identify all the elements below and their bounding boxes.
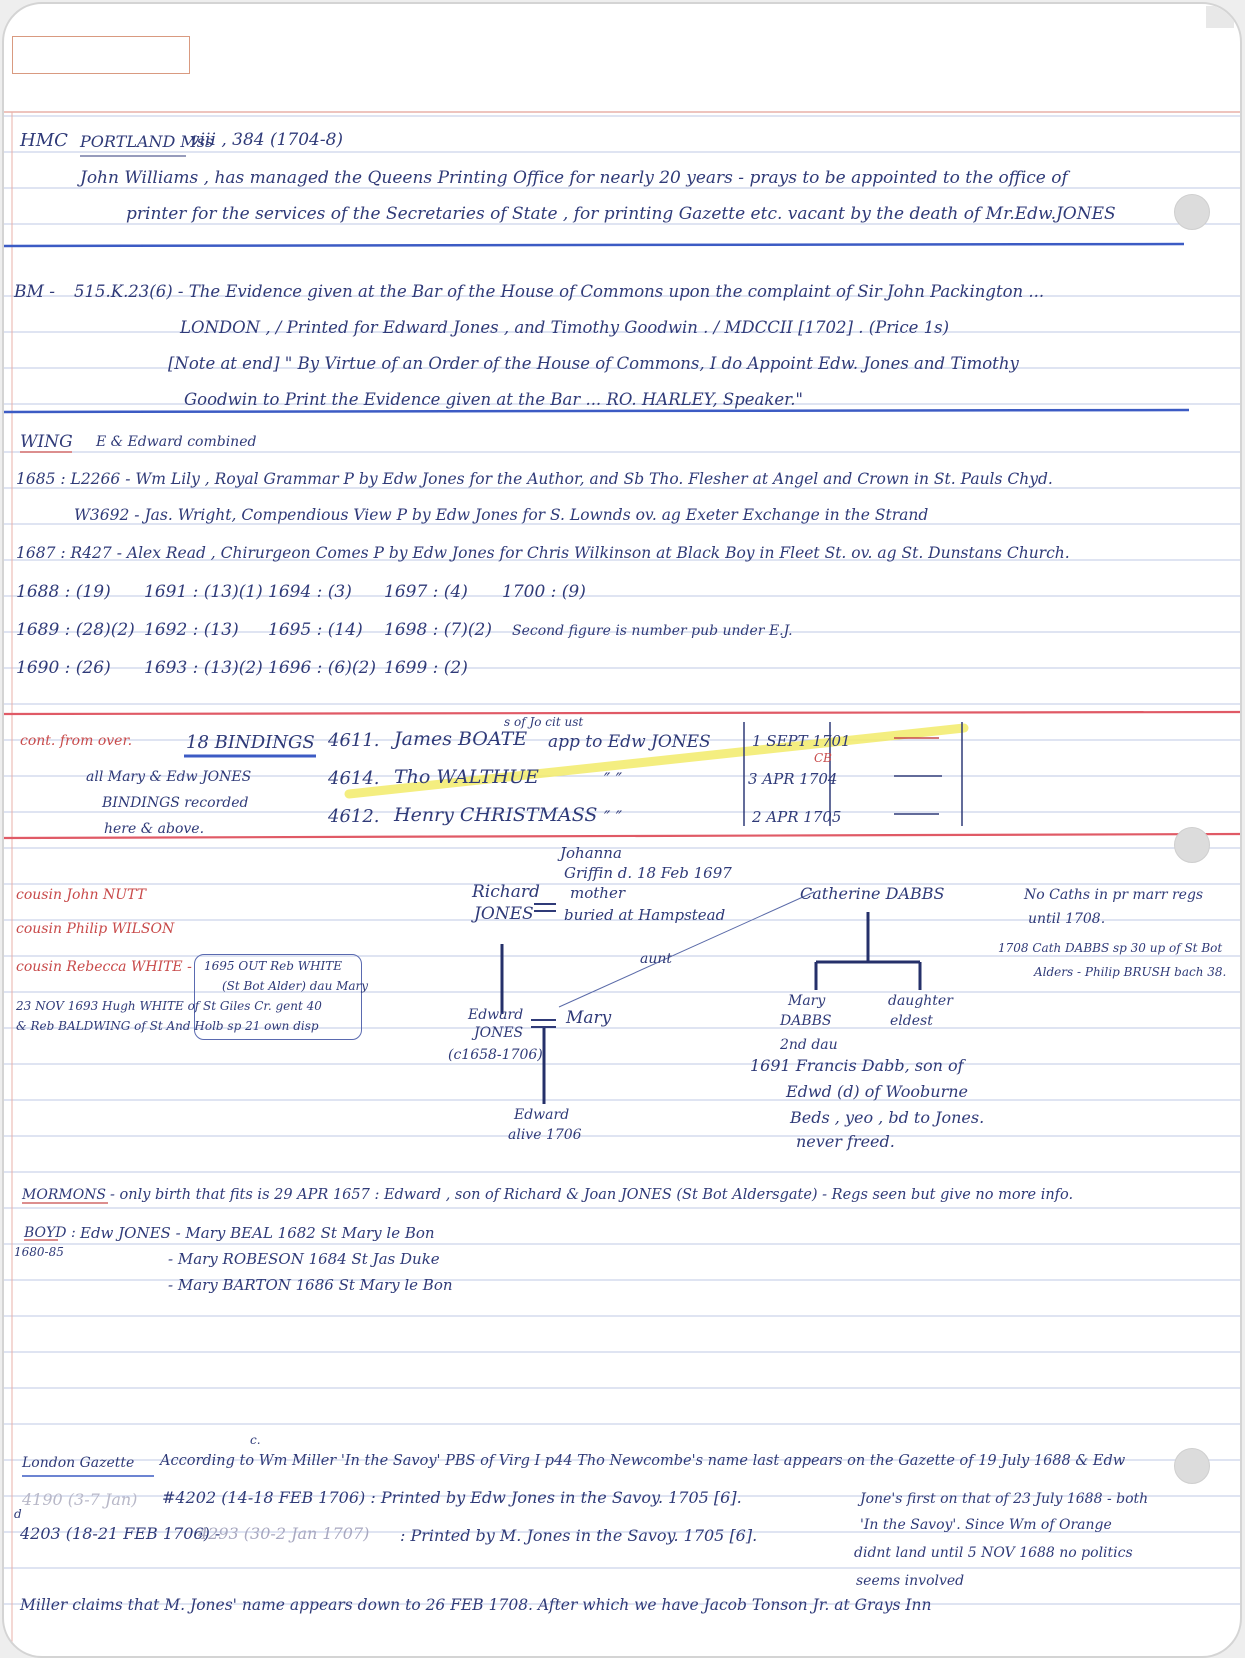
johanna-mother: mother [570,884,625,902]
hmc-ref-rest: viii , 384 (1704-8) [190,130,344,150]
boyd-label: BOYD : [24,1225,76,1241]
marriage-line-2: & Reb BALDWING of St And Holb sp 21 own disp [16,1019,319,1033]
edward-jones: Edward [468,1007,524,1023]
bindings-superscript: s of Jo cit ust [504,715,584,729]
gazette-label: London Gazette [22,1455,135,1471]
hmc-ref: PORTLAND Mss [80,132,214,151]
right-note-3: 1708 Cath DABBS sp 30 up of St Bot [998,941,1223,955]
binding-date: 2 APR 1705 [752,808,842,826]
wing-count: 1692 : (13) [144,620,239,640]
bindings-side-3: here & above. [104,821,205,837]
boyd-line-1: Edw JONES - Mary BEAL 1682 St Mary le Bon [80,1224,435,1242]
wing-footnote: Second figure is number pub under E.J. [512,623,793,639]
edward-jones-dates: (c1658-1706) [448,1047,543,1063]
cousin-3: cousin Rebecca WHITE - [16,959,192,975]
son-edward: Edward [514,1107,570,1123]
binding-num: 4614. [328,768,380,789]
johanna-name: Johanna [560,844,622,862]
mormons-label: MORMONS [22,1187,107,1203]
richard-jones-surname: JONES [474,904,534,924]
dabb-line-3: Beds , yeo , bd to Jones. [790,1108,985,1127]
punch-hole [1174,194,1210,230]
binding-name: Henry CHRISTMASS [394,804,598,826]
wing-note: E & Edward combined [96,434,257,450]
mormons-text: - only birth that fits is 29 APR 1657 : Edward , son of Richard & Joan JONES (St Bot Aldersgate) - Regs seen but give no more info. [110,1187,1074,1203]
gazette-d-mark: d [14,1507,22,1521]
binding-num: 4611. [328,730,380,751]
corner-tab [1206,6,1234,28]
gazette-side-4: seems involved [856,1573,965,1589]
johanna-buried: buried at Hampstead [564,906,726,924]
wing-title: WING [20,432,73,452]
gazette-line-4: Miller claims that M. Jones' name appears down to 26 FEB 1708. After which we have Jacob Tonson Jr. at Grays Inn [20,1596,932,1614]
wing-count: 1689 : (28)(2) [16,620,135,640]
notebook-page [2,2,1242,1658]
dabb-line-2: Edwd (d) of Wooburne [786,1082,968,1101]
punch-hole [1174,1448,1210,1484]
cont-from-over: cont. from over. [20,733,133,749]
cousin-1: cousin John NUTT [16,887,146,903]
bm-line-1: 515.K.23(6) - The Evidence given at the Bar of the House of Commons upon the complaint of Sir John Packington ... [74,282,1045,301]
gazette-side-1: Jone's first on that of 23 July 1688 - both [860,1491,1149,1507]
gazette-line-3a: 4203 (18-21 FEB 1706) - [20,1524,221,1543]
gazette-side-3: didnt land until 5 NOV 1688 no politics [854,1545,1133,1561]
gazette-c-mark: c. [250,1433,261,1447]
gazette-gray-2: 4293 (30-2 Jan 1707) [198,1524,370,1543]
bindings-side-1: all Mary & Edw JONES [86,769,252,785]
cb-mark: CB [814,751,832,765]
wing-count: 1694 : (3) [268,582,352,602]
binding-desc: ″ ″ [604,770,623,790]
right-note-1: No Caths in pr marr regs [1024,887,1204,903]
rebecca-box-line-2: (St Bot Alder) dau Mary [222,979,369,993]
hmc-label: HMC [20,130,68,151]
binding-name: James BOATE [394,728,528,750]
binding-num: 4612. [328,806,380,827]
corner-label-box [12,36,190,74]
hmc-line-2: printer for the services of the Secretaries of State , for printing Gazette etc. vacant by the death of Mr.Edw.JONES [126,204,1116,224]
boyd-line-3: - Mary BARTON 1686 St Mary le Bon [168,1276,453,1294]
wing-count: 1698 : (7)(2) [384,620,492,640]
gazette-line-1: According to Wm Miller 'In the Savoy' PBS of Virg I p44 Tho Newcombe's name last appears on the Gazette of 19 July 1688 & Edw [160,1453,1126,1469]
bm-line-4: Goodwin to Print the Evidence given at the Bar ... RO. HARLEY, Speaker." [184,390,804,409]
mary-dabbs: Mary [788,993,826,1009]
bm-line-3: [Note at end] " By Virtue of an Order of the House of Commons, I do Appoint Edw. Jones and Timothy [168,354,1019,373]
hmc-line-1: John Williams , has managed the Queens Printing Office for nearly 20 years - prays to be appointed to the office of [80,168,1068,188]
binding-date: 3 APR 1704 [748,770,838,788]
boyd-years: 1680-85 [14,1245,64,1259]
rebecca-box-line-1: 1695 OUT Reb WHITE [204,959,343,973]
punch-hole [1174,827,1210,863]
binding-date: 1 SEPT 1701 [752,732,851,750]
wing-count: 1693 : (13)(2) [144,658,263,678]
boyd-line-2: - Mary ROBESON 1684 St Jas Duke [168,1250,440,1268]
wing-entry-3: 1687 : R427 - Alex Read , Chirurgeon Comes P by Edw Jones for Chris Wilkinson at Black Boy in Fleet St. ov. ag St. Dunstans Church. [16,544,1070,562]
dabb-line-1: 1691 Francis Dabb, son of [750,1056,964,1075]
richard-jones: Richard [472,882,540,902]
wing-entry-1: 1685 : L2266 - Wm Lily , Royal Grammar P by Edw Jones for the Author, and Sb Tho. Flesher at Angel and Crown in St. Pauls Chyd. [16,470,1053,488]
bindings-side-2: BINDINGS recorded [102,795,249,811]
right-note-4: Alders - Philip BRUSH bach 38. [1034,965,1227,979]
marriage-line-1: 23 NOV 1693 Hugh WHITE of St Giles Cr. gent 40 [16,999,322,1013]
daughter-eldest: eldest [890,1013,933,1029]
gazette-side-2: 'In the Savoy'. Since Wm of Orange [860,1517,1112,1533]
binding-desc: ″ ″ [604,808,623,828]
wing-count: 1699 : (2) [384,658,468,678]
catherine-dabbs: Catherine DABBS [800,884,945,903]
wing-count: 1690 : (26) [16,658,111,678]
gazette-gray-1: 4190 (3-7 Jan) [22,1490,138,1509]
johanna-died: Griffin d. 18 Feb 1697 [564,864,732,882]
binding-desc: app to Edw JONES [548,732,711,752]
edward-jones-surname: JONES [474,1025,524,1041]
bm-line-2: LONDON , / Printed for Edward Jones , and Timothy Goodwin . / MDCCII [1702] . (Price 1s) [180,318,950,337]
gazette-line-3b: : Printed by M. Jones in the Savoy. 1705 [6]. [400,1526,758,1545]
aunt-label: aunt [640,951,673,967]
wing-entry-2: W3692 - Jas. Wright, Compendious View P by Edw Jones for S. Lownds ov. ag Exeter Exchange in the Strand [74,506,929,524]
wing-count: 1696 : (6)(2) [268,658,376,678]
wing-count: 1695 : (14) [268,620,363,640]
gazette-line-2: #4202 (14-18 FEB 1706) : Printed by Edw Jones in the Savoy. 1705 [6]. [162,1488,742,1507]
cousin-2: cousin Philip WILSON [16,921,175,937]
bm-label: BM - [14,282,56,302]
wing-count: 1700 : (9) [502,582,586,602]
daughter-label: daughter [888,993,953,1009]
bindings-title: 18 BINDINGS [186,732,315,753]
right-note-2: until 1708. [1028,911,1106,927]
wing-count: 1691 : (13)(1) [144,582,263,602]
wing-count: 1697 : (4) [384,582,468,602]
wing-count: 1688 : (19) [16,582,111,602]
son-alive: alive 1706 [508,1127,582,1143]
mary-wife: Mary [566,1008,612,1028]
mary-dabbs-surname: DABBS [780,1013,832,1029]
dabb-line-4: never freed. [796,1132,895,1151]
mary-dabbs-2nd: 2nd dau [780,1037,838,1053]
binding-name: Tho WALTHUE [394,766,539,788]
